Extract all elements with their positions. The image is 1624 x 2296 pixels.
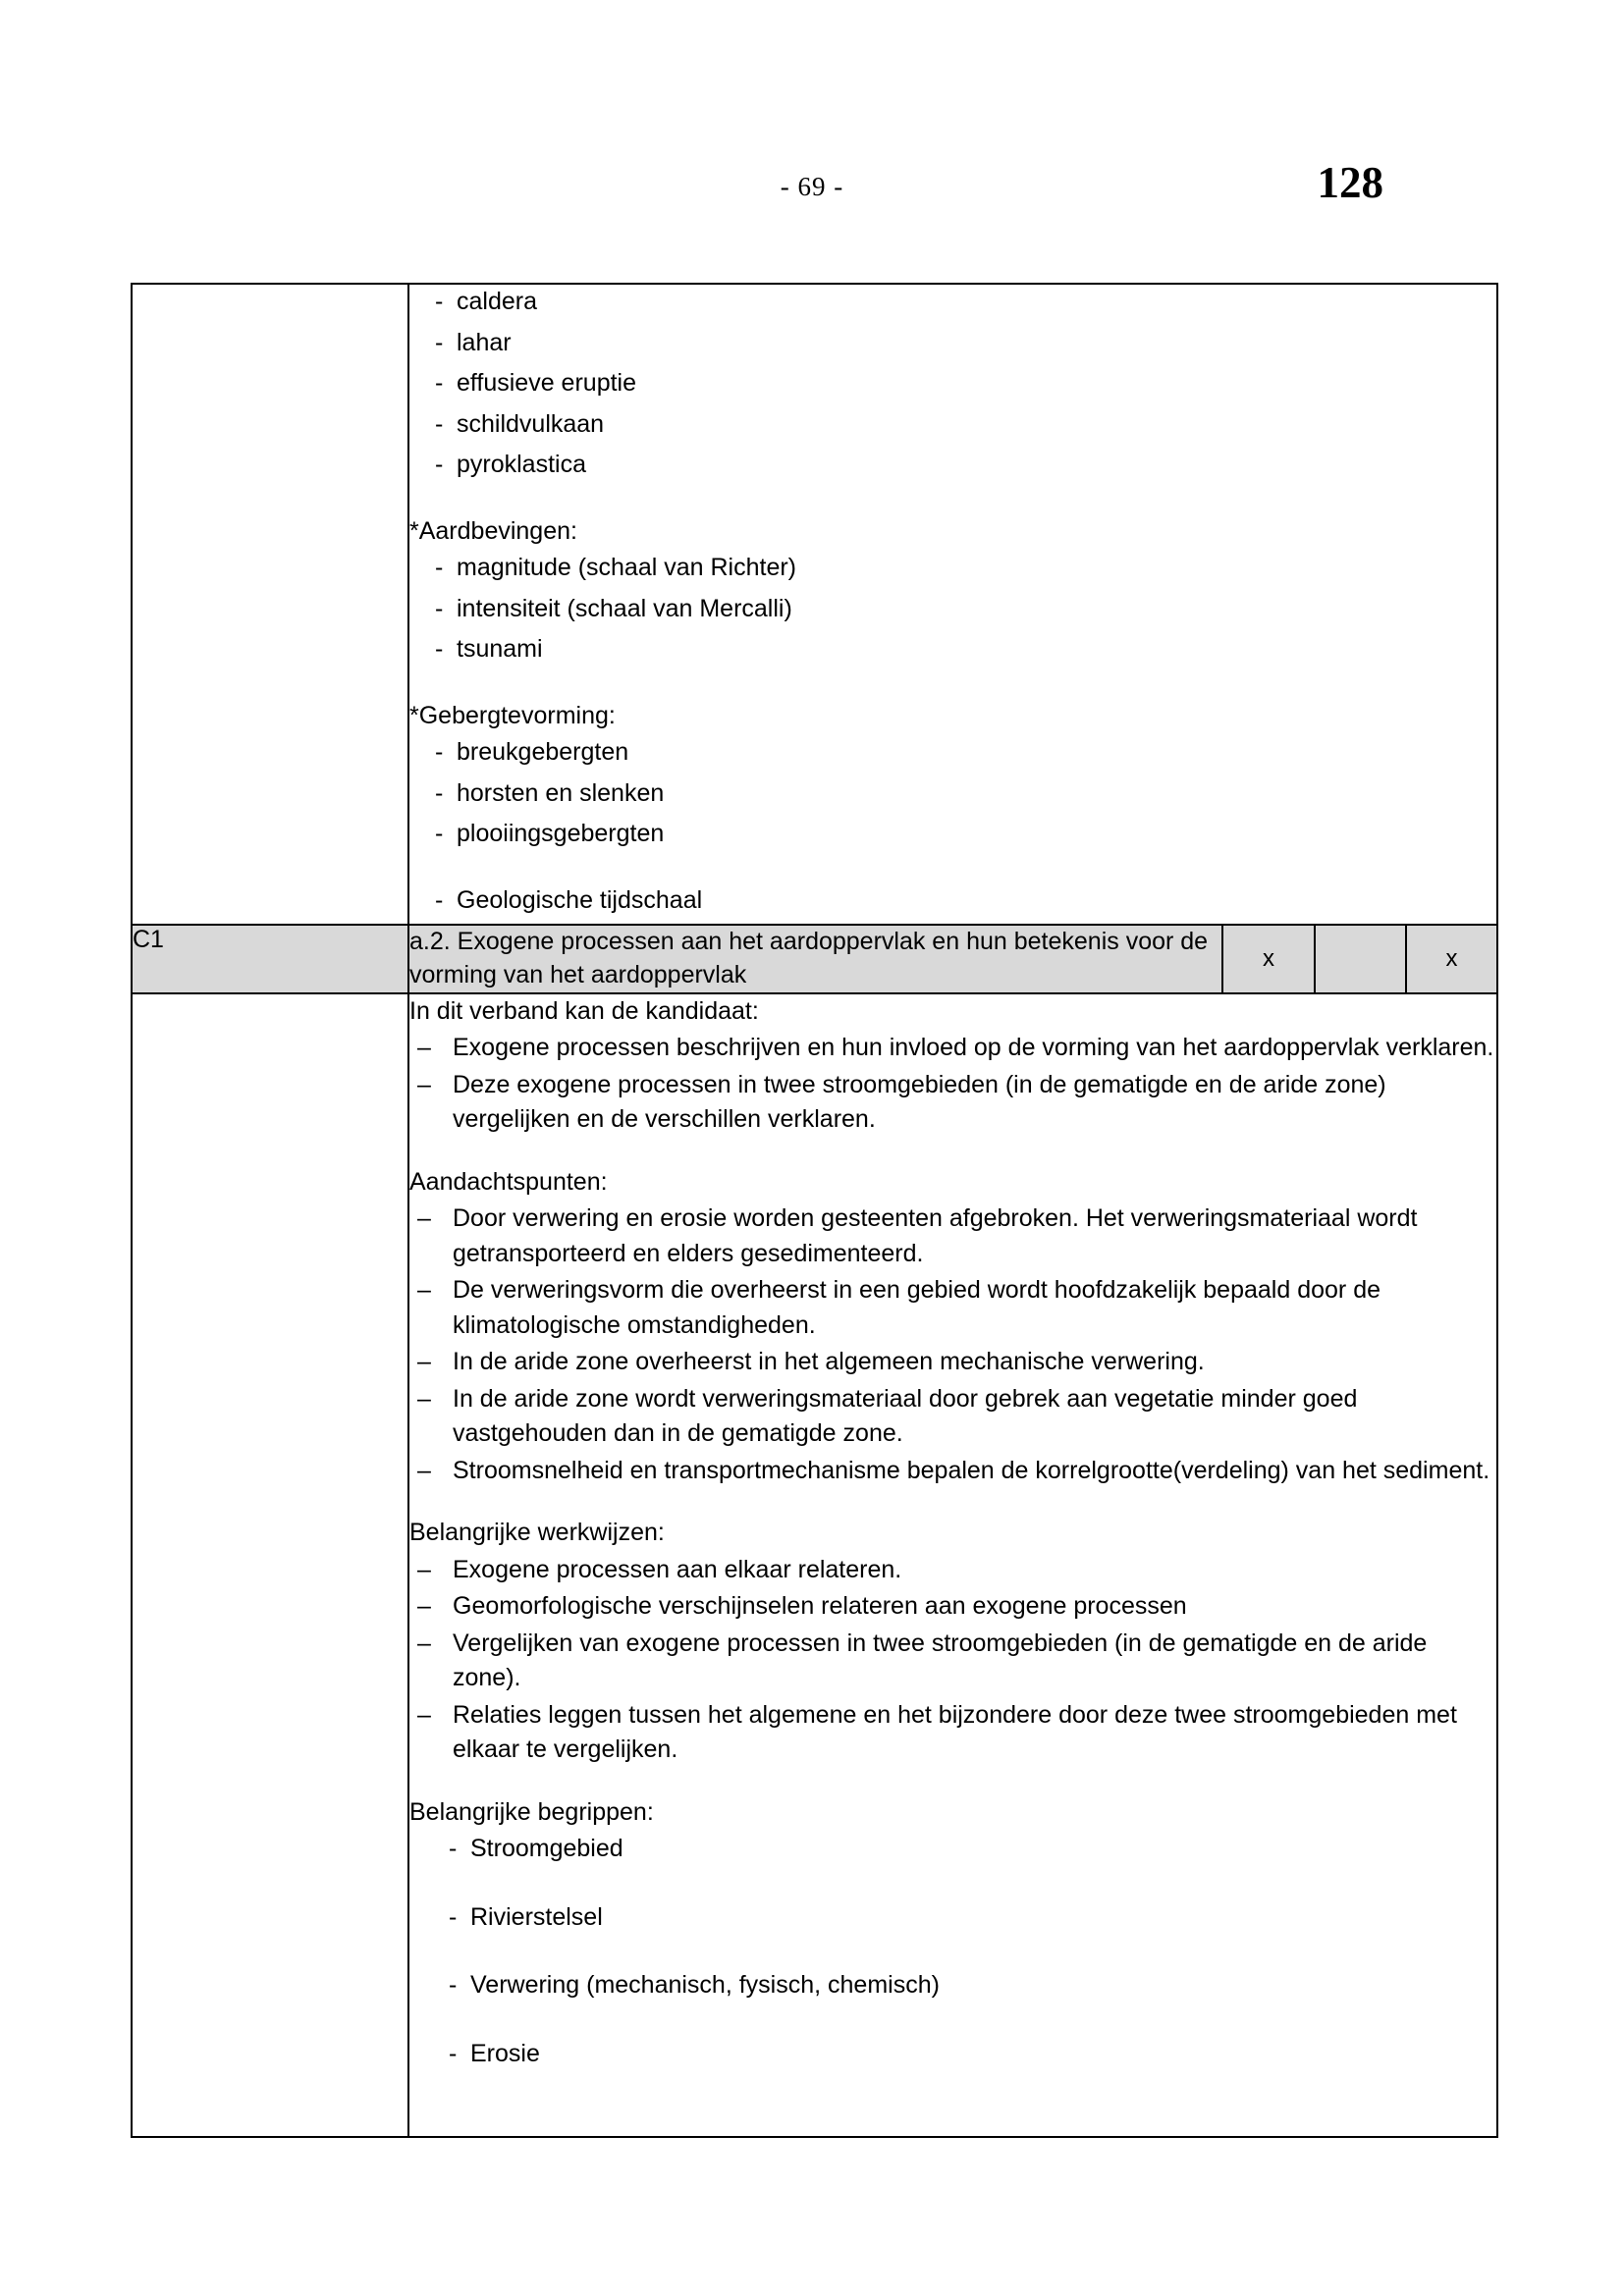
code-cell-empty (132, 993, 408, 2138)
list-item: - plooiingsgebergten (409, 817, 1496, 852)
table-row-content (132, 993, 1497, 2138)
attention-list (409, 1201, 1496, 1488)
list-item: - horsten en slenken (409, 776, 1496, 812)
list-item: - schildvulkaan (409, 407, 1496, 443)
document-number-label: 128 (1317, 158, 1383, 207)
list-item: – De verweringsvorm die overheerst in een gebied wordt hoofdzakelijk bepaald door de klimatologische omstandigheden. (409, 1273, 1496, 1343)
earthquakes-terms-list (409, 551, 1496, 667)
list-item: - magnitude (schaal van Richter) (409, 551, 1496, 586)
list-item: – In de aride zone wordt verweringsmateriaal door gebrek aan vegetatie minder goed vastgehouden dan in de gematigde zone. (409, 1382, 1496, 1452)
list-item: – Deze exogene processen in twee stroomgebieden (in de gematigde en de aride zone) vergelijken en de verschillen verklaren. (409, 1068, 1496, 1138)
code-cell-c1: C1 (132, 925, 408, 993)
list-item: - tsunami (409, 632, 1496, 667)
list-item: - intensiteit (schaal van Mercalli) (409, 592, 1496, 627)
page-number-label: - 69 - (780, 172, 844, 201)
mountain-forming-terms-list (409, 735, 1496, 852)
list-item: - Rivierstelsel (409, 1900, 1496, 1936)
list-item: – Door verwering en erosie worden gesteenten afgebroken. Het verweringsmateriaal wordt getransporteerd en elders gesedimenteerd. (409, 1201, 1496, 1271)
list-item: - Erosie (409, 2037, 1496, 2072)
terms-cell (408, 284, 1497, 925)
mountain-forming-heading: *Gebergtevorming: (409, 701, 616, 729)
list-item: - Geologische tijdschaal (409, 883, 1496, 919)
page-header (0, 158, 1624, 240)
list-item: - Verwering (mechanisch, fysisch, chemisch) (409, 1968, 1496, 2003)
intro-heading: In dit verband kan de kandidaat: (409, 996, 759, 1025)
attention-heading: Aandachtspunten: (409, 1167, 608, 1196)
methods-list (409, 1553, 1496, 1768)
list-item: – Stroomsnelheid en transportmechanisme bepalen de korrelgrootte(verdeling) van het sediment. (409, 1454, 1496, 1489)
content-cell (408, 993, 1497, 2138)
concepts-list (409, 1832, 1496, 2071)
intro-list (409, 1031, 1496, 1138)
earthquakes-heading: *Aardbevingen: (409, 516, 577, 545)
list-item: – Relaties leggen tussen het algemene en het bijzondere door deze twee stroomgebieden met elkaar te vergelijken. (409, 1698, 1496, 1768)
table-row (132, 284, 1497, 925)
methods-heading: Belangrijke werkwijzen: (409, 1519, 665, 1546)
list-item: – Exogene processen beschrijven en hun invloed op de vorming van het aardoppervlak verklaren. (409, 1031, 1496, 1066)
code-cell (132, 284, 408, 925)
list-item: - pyroklastica (409, 448, 1496, 483)
objective-title-cell: a.2. Exogene processen aan het aardoppervlak en hun betekenis voor de vorming van het aardoppervlak (408, 925, 1222, 993)
list-item: – In de aride zone overheerst in het algemeen mechanische verwering. (409, 1345, 1496, 1380)
list-item: - caldera (409, 285, 1496, 320)
list-item: – Exogene processen aan elkaar relateren. (409, 1553, 1496, 1588)
curriculum-table (131, 283, 1498, 2138)
volcano-terms-list (409, 285, 1496, 483)
list-item: - lahar (409, 326, 1496, 361)
list-item: – Vergelijken van exogene processen in twee stroomgebieden (in de gematigde en de aride zone). (409, 1627, 1496, 1696)
mark-cell-3: x (1406, 925, 1497, 993)
mark-cell-2 (1315, 925, 1406, 993)
list-item: - breukgebergten (409, 735, 1496, 771)
list-item: - Stroomgebied (409, 1832, 1496, 1867)
concepts-heading: Belangrijke begrippen: (409, 1797, 654, 1826)
mark-cell-1: x (1222, 925, 1315, 993)
list-item: – Geomorfologische verschijnselen relateren aan exogene processen (409, 1589, 1496, 1625)
geological-timescale-list (409, 883, 1496, 919)
list-item: - effusieve eruptie (409, 366, 1496, 401)
table-row-objective (132, 925, 1497, 993)
